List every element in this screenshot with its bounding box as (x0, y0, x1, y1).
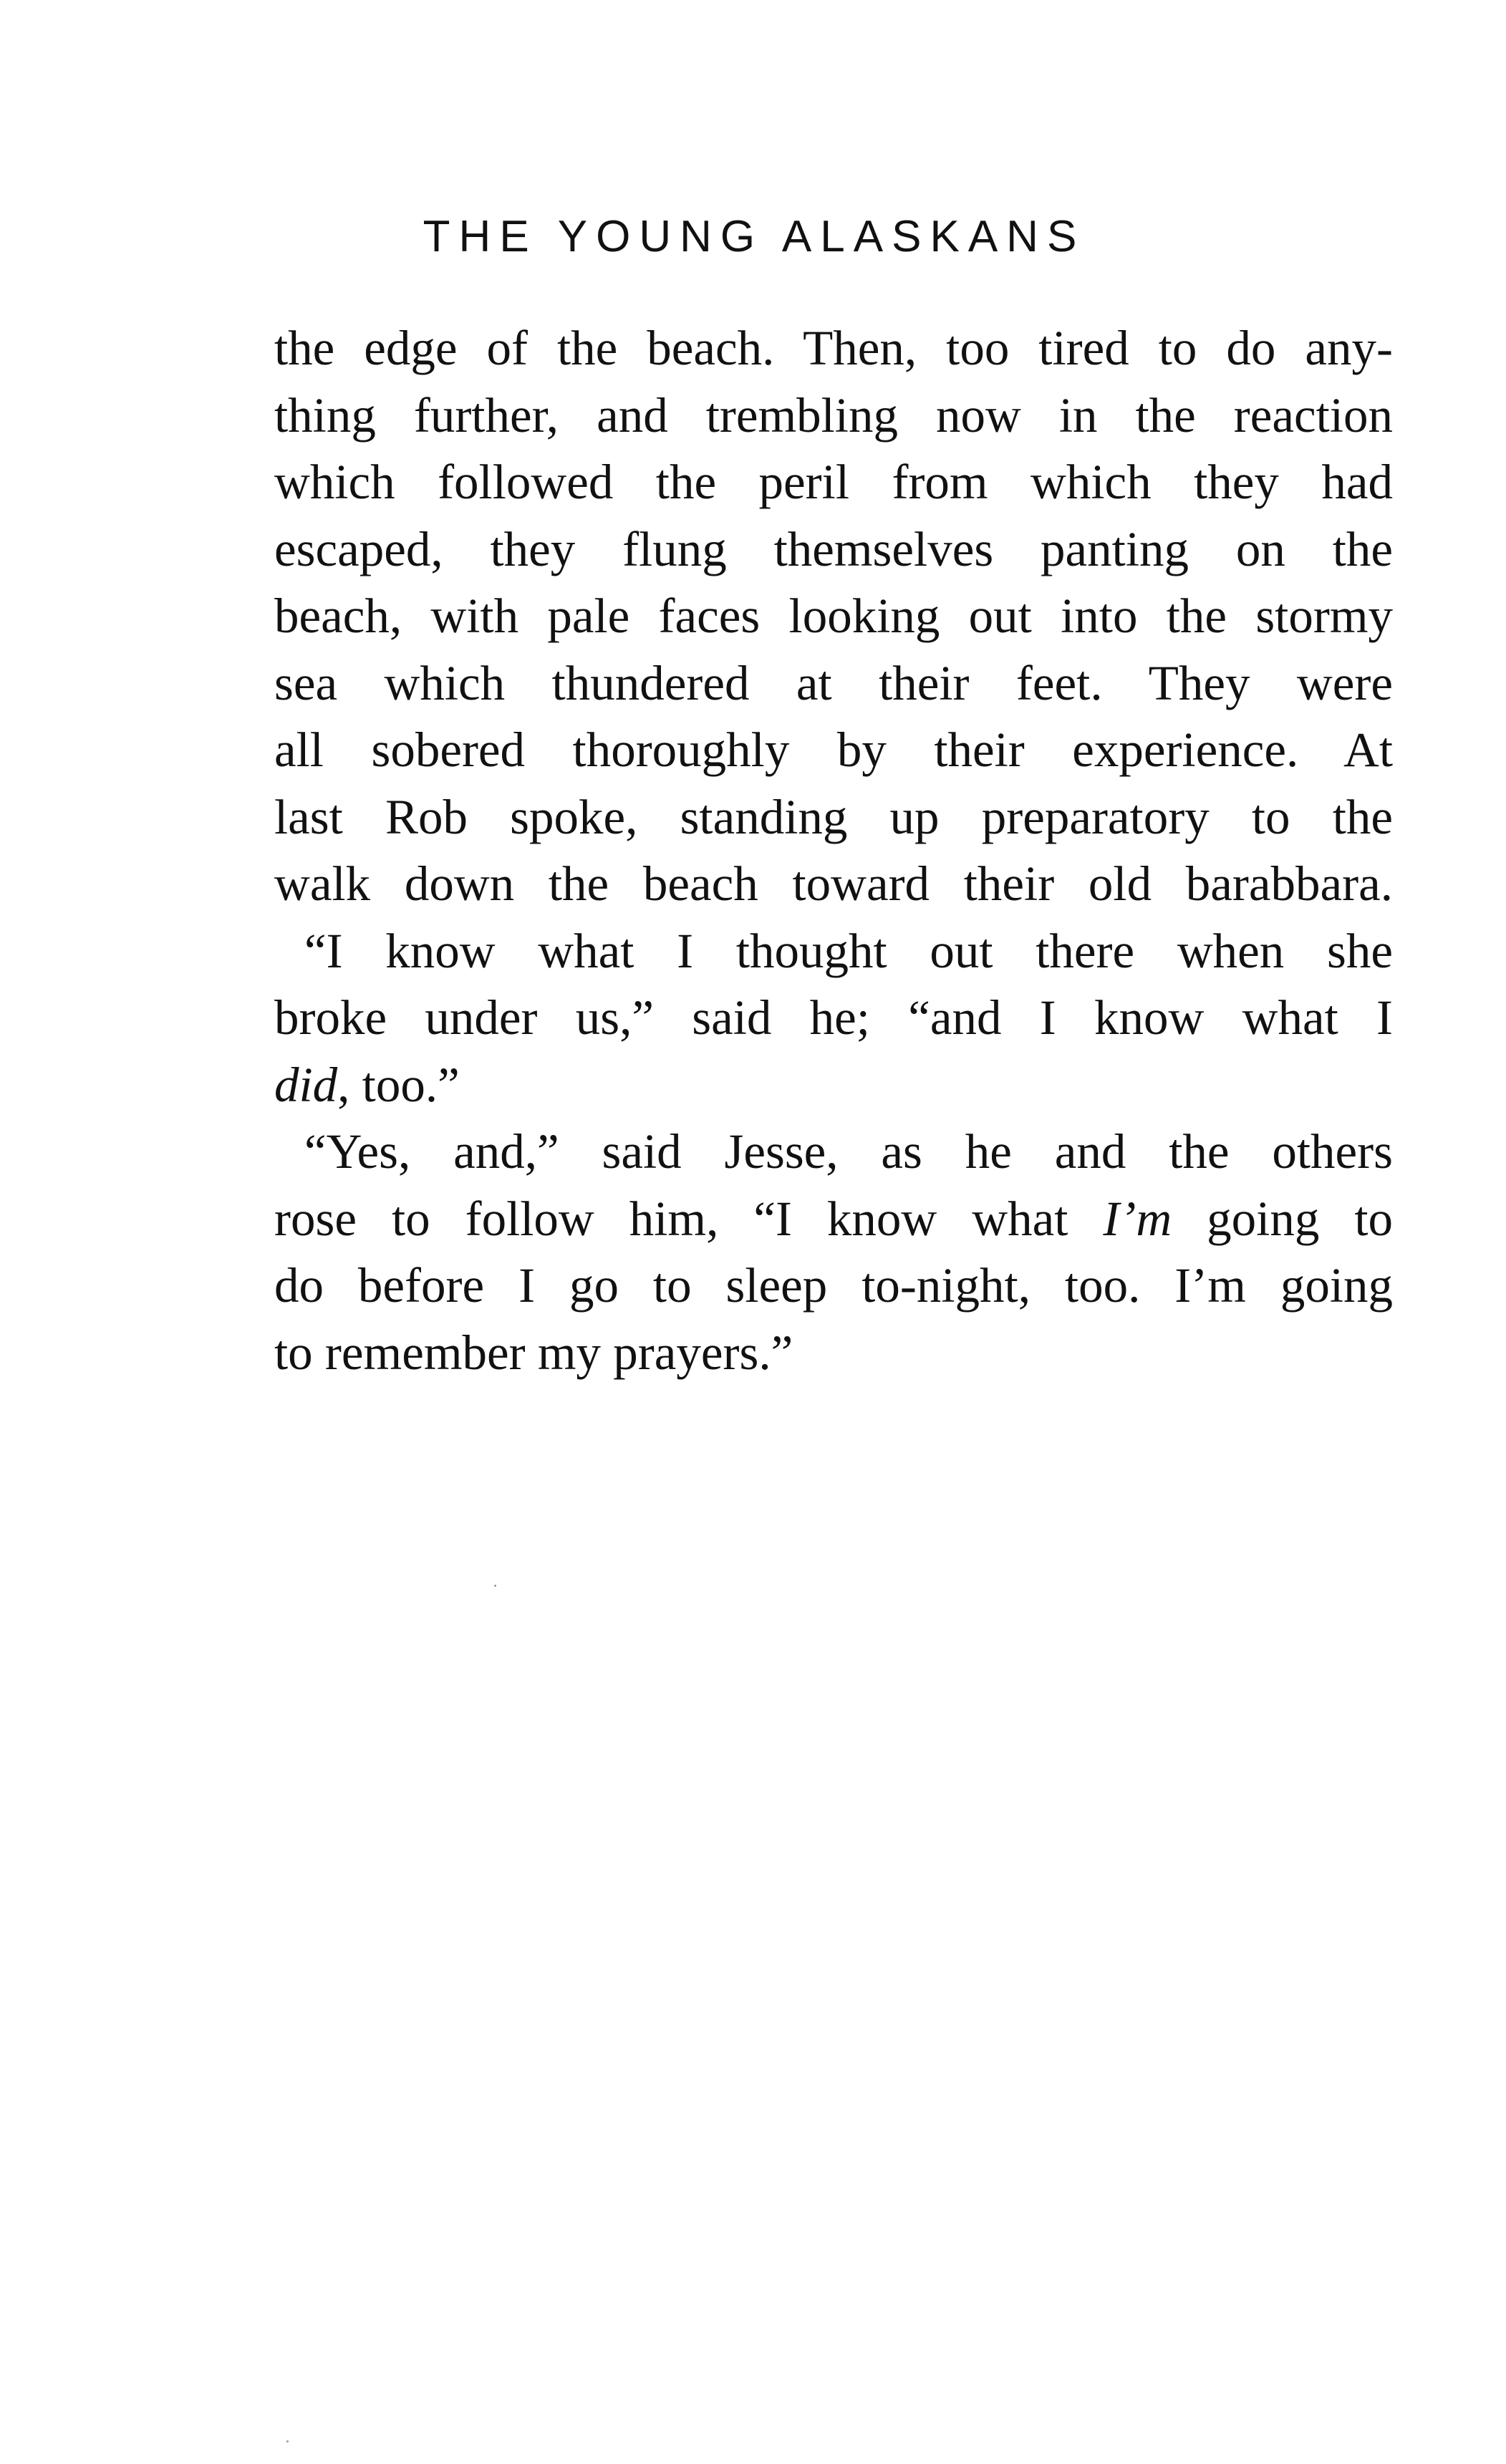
text-fragment: rose to follow him, “I know what (274, 1191, 1104, 1246)
text-line: which followed the peril from which they had (274, 455, 1393, 509)
paragraph-narration (274, 315, 1393, 918)
text-fragment: going to (1172, 1191, 1393, 1246)
text-line: all sobered thoroughly by their experience. At (274, 723, 1393, 777)
page-body-text (274, 315, 1393, 1386)
paragraph-jesse-dialogue (274, 1119, 1393, 1386)
text-line: thing further, and trembling now in the reaction (274, 387, 1393, 443)
text-line: broke under us,” said he; “and I know what I (274, 990, 1393, 1045)
text-line: escaped, they flung themselves panting on the (274, 521, 1393, 576)
text-line: walk down the beach toward their old barabbara. (274, 856, 1393, 911)
text-line: sea which thundered at their feet. They were (274, 655, 1393, 710)
text-line: to remember my prayers.” (274, 1325, 793, 1380)
text-line: do before I go to sleep to-night, too. I’m going (274, 1258, 1393, 1313)
paper-speck (494, 1585, 496, 1587)
text-line: “Yes, and,” said Jesse, as he and the others (304, 1124, 1393, 1179)
text-line: the edge of the beach. Then, too tired to do any- (274, 321, 1393, 375)
text-line: last Rob spoke, standing up preparatory to the (274, 789, 1393, 844)
running-head-title: THE YOUNG ALASKANS (423, 212, 1086, 261)
paragraph-rob-dialogue (274, 918, 1393, 1119)
emphasis-did: did (274, 1057, 338, 1112)
text-line (274, 1186, 1393, 1253)
text-line: beach, with pale faces looking out into the stormy (274, 589, 1393, 643)
text-fragment: , too.” (337, 1057, 460, 1112)
text-line (274, 1052, 1393, 1119)
text-line: “I know what I thought out there when she (304, 923, 1393, 978)
paper-speck (286, 2440, 289, 2443)
emphasis-im: I’m (1103, 1191, 1172, 1246)
